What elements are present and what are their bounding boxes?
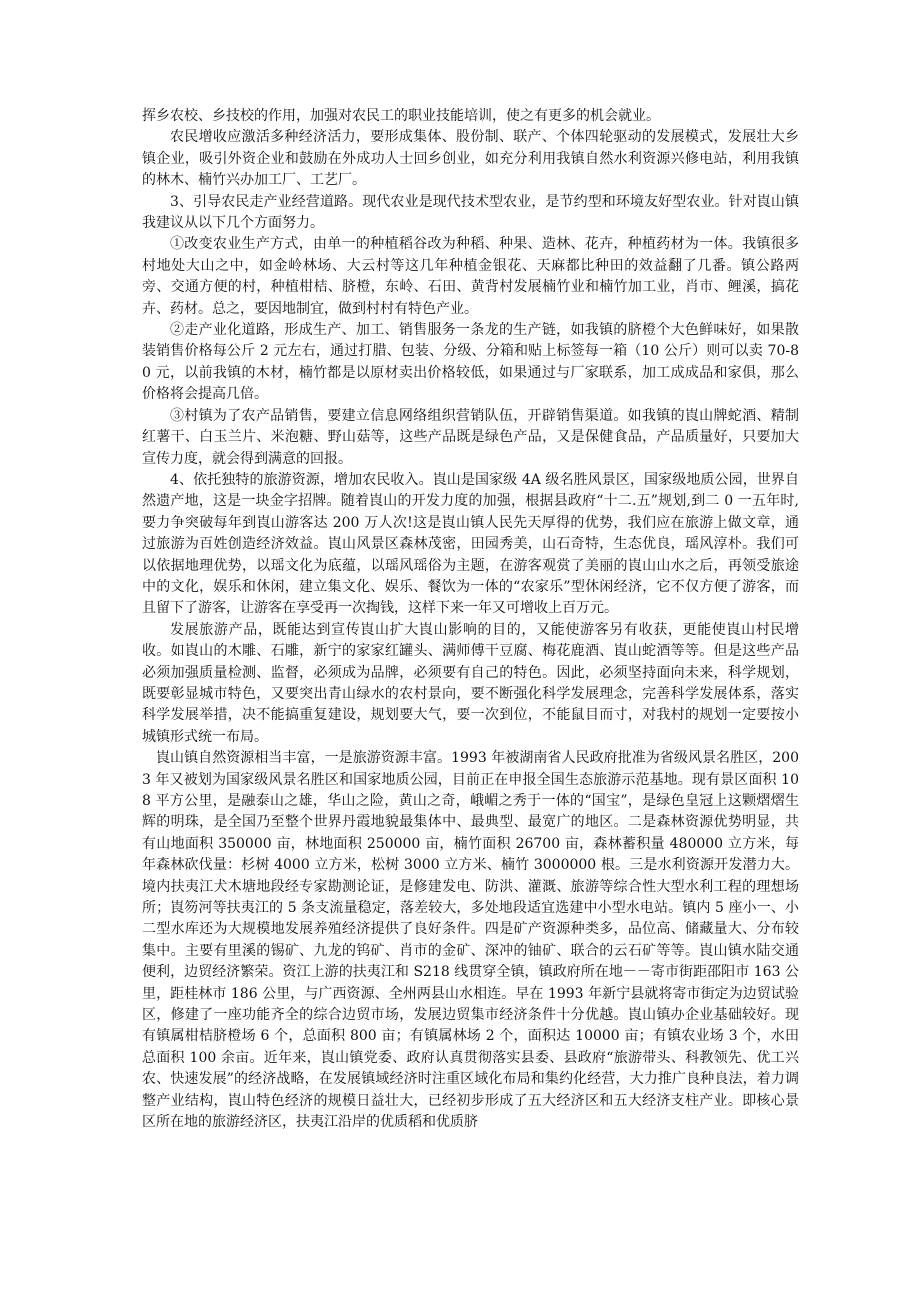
paragraph-6: ③村镇为了农产品销售，要建立信息网络组织营销队伍，开辟销售渠道。如我镇的崀山牌蛇酒、精制红薯干、白玉兰片、米泡糖、野山菇等，这些产品既是绿色产品，又是保健食品，产品质量好，只要加大宣传力度，就会得到满意的回报。: [142, 407, 799, 467]
paragraph-2: 农民增收应激活多种经济活力，要形成集体、股份制、联产、个体四轮驱动的发展模式，发展壮大乡镇企业，吸引外资企业和鼓励在外成功人士回乡创业，如充分利用我镇自然水利资源兴修电站，利用我镇的林木、楠竹兴办加工厂、工艺厂。: [142, 129, 799, 189]
paragraph-9: 崀山镇自然资源相当丰富，一是旅游资源丰富。1993 年被湖南省人民政府批准为省级风景名胜区，2003 年又被划为国家级风景名胜区和国家地质公园，目前正在申报全国生态旅游示范基地。现有景区面积 108 平方公里，是融泰山之雄，华山之险，黄山之奇，峨嵋之秀于一体的“国宝”，是绿色皇冠上这颗熠熠生辉的明珠，是全国乃至整个世界丹霞地貌最集体中、最典型、最宽广的地区。二是森林资源优势明显，共有山地面积 350000 亩，林地面积 250000 亩，楠竹面积 26700 亩，森林蓄积量 480000 立方米，每年森林砍伐量：杉树 4000 立方米，松树 3000 立方米、楠竹 3000000 根。三是水利资源开发潜力大。境内扶夷江犬木塘地段经专家勘测论证，是修建发电、防洪、灌溉、旅游等综合性大型水利工程的理想场所；崀笏河等扶夷江的 5 条支流量稳定，落差较大，多处地段适宜选建中小型水电站。镇内 5 座小一、小二型水库还为大规模地发展养殖经济提供了良好条件。四是矿产资源种类多，品位高、储藏量大、分布较集中。主要有里溪的锡矿、九龙的钨矿、肖市的金矿、深冲的铀矿、联合的云石矿等等。崀山镇水陆交通便利，边贸经济繁荣。资江上游的扶夷江和 S218 线贯穿全镇，镇政府所在地－－寄市街距邵阳市 163 公里，距桂林市 186 公里，与广西资源、全州两县山水相连。早在 1993 年新宁县就将寄市街定为边贸试验区，修建了一座功能齐全的综合边贸市场，发展边贸集市经济条件十分优越。崀山镇办企业基础较好。现有镇属柑桔脐橙场 6 个，总面积 800 亩；有镇属林场 2 个，面积达 10000 亩；有镇农业场 3 个，水田总面积 100 余亩。近年来，崀山镇党委、政府认真贯彻落实县委、县政府“旅游带头、科教领先、优工兴农、快速发展”的经济战略，在发展镇域经济时注重区域化布局和集约化经营，大力推广良种良法，着力调整产业结构，崀山特色经济的规模日益壮大，已经初步形成了五大经济区和五大经济支柱产业。即核心景区所在地的旅游经济区，扶夷江沿岸的优质稻和优质脐: [142, 750, 799, 1131]
document-body: [142, 106, 799, 1134]
paragraph-8: 发展旅游产品，既能达到宣传崀山扩大崀山影响的目的，又能使游客另有收获，更能使崀山村民增收。如崀山的木雕、石雕，新宁的家家红罐头、满师傅干豆腐、梅花鹿酒、崀山蛇酒等等。但是这些产品必须加强质量检测、监督，必须成为品牌，必须要有自己的特色。因此，必须坚持面向未来，科学规划，既要彰显城市特色，又要突出青山绿水的农村景向，要不断强化科学发展理念，完善科学发展体系，落实科学发展举措，决不能搞重复建设，规划要大气，要一次到位，不能鼠目而寸，对我村的规划一定要按小城镇形式统一布局。: [142, 621, 799, 745]
paragraph-1: 挥乡农校、乡技校的作用，加强对农民工的职业技能培训，使之有更多的机会就业。: [142, 108, 660, 124]
paragraph-5: ②走产业化道路，形成生产、加工、销售服务一条龙的生产链，如我镇的脐橙个大色鲜味好，如果散装销售价格每公斤 2 元左右，通过打腊、包装、分级、分箱和贴上标签每一箱（10 公斤）则可以卖 70-80 元，以前我镇的木材，楠竹都是以原材卖出价格较低，如果通过与厂家联系，加工成成品和家俱，那么价格将会提高几倍。: [142, 322, 799, 403]
paragraph-3: 3、引导农民走产业经营道路。现代农业是现代技术型农业，是节约型和环境友好型农业。针对崀山镇我建议从以下几个方面努力。: [142, 193, 799, 232]
paragraph-7: 4、依托独特的旅游资源，增加农民收入。崀山是国家级 4A 级名胜风景区，国家级地质公园，世界自然遗产地，这是一块金字招牌。随着崀山的开发力度的加强，根据县政府“十二.五”规划,到二 0 一五年时,要力争突破每年到崀山游客达 200 万人次!这是崀山镇人民先天厚得的优势，我们应在旅游上做文章，通过旅游为百姓创造经济效益。崀山风景区森林茂密，田园秀美，山石奇特，生态优良，瑶风淳朴。我们可以依据地理优势，以瑶文化为底蕴，以瑶风瑶俗为主题，在游客观赏了美丽的崀山山水之后，再领受旅途中的文化，娱乐和休闲，建立集文化、娱乐、餐饮为一体的“农家乐”型休闲经济，它不仅方便了游客，而且留下了游客，让游客在享受再一次掏钱，这样下来一年又可增收上百万元。: [142, 471, 799, 617]
paragraph-4: ①改变农业生产方式，由单一的种植稻谷改为种稻、种果、造林、花卉，种植药材为一体。我镇很多村地处大山之中，如金岭林场、大云村等这几年种植金银花、天麻都比种田的效益翻了几番。镇公路两旁、交通方便的村，种植柑桔、脐橙，东岭、石田、黄背村发展楠竹业和楠竹加工业，肖市、鲤溪，搞花卉、药材。总之，要因地制宜，做到村村有特色产业。: [142, 236, 799, 317]
